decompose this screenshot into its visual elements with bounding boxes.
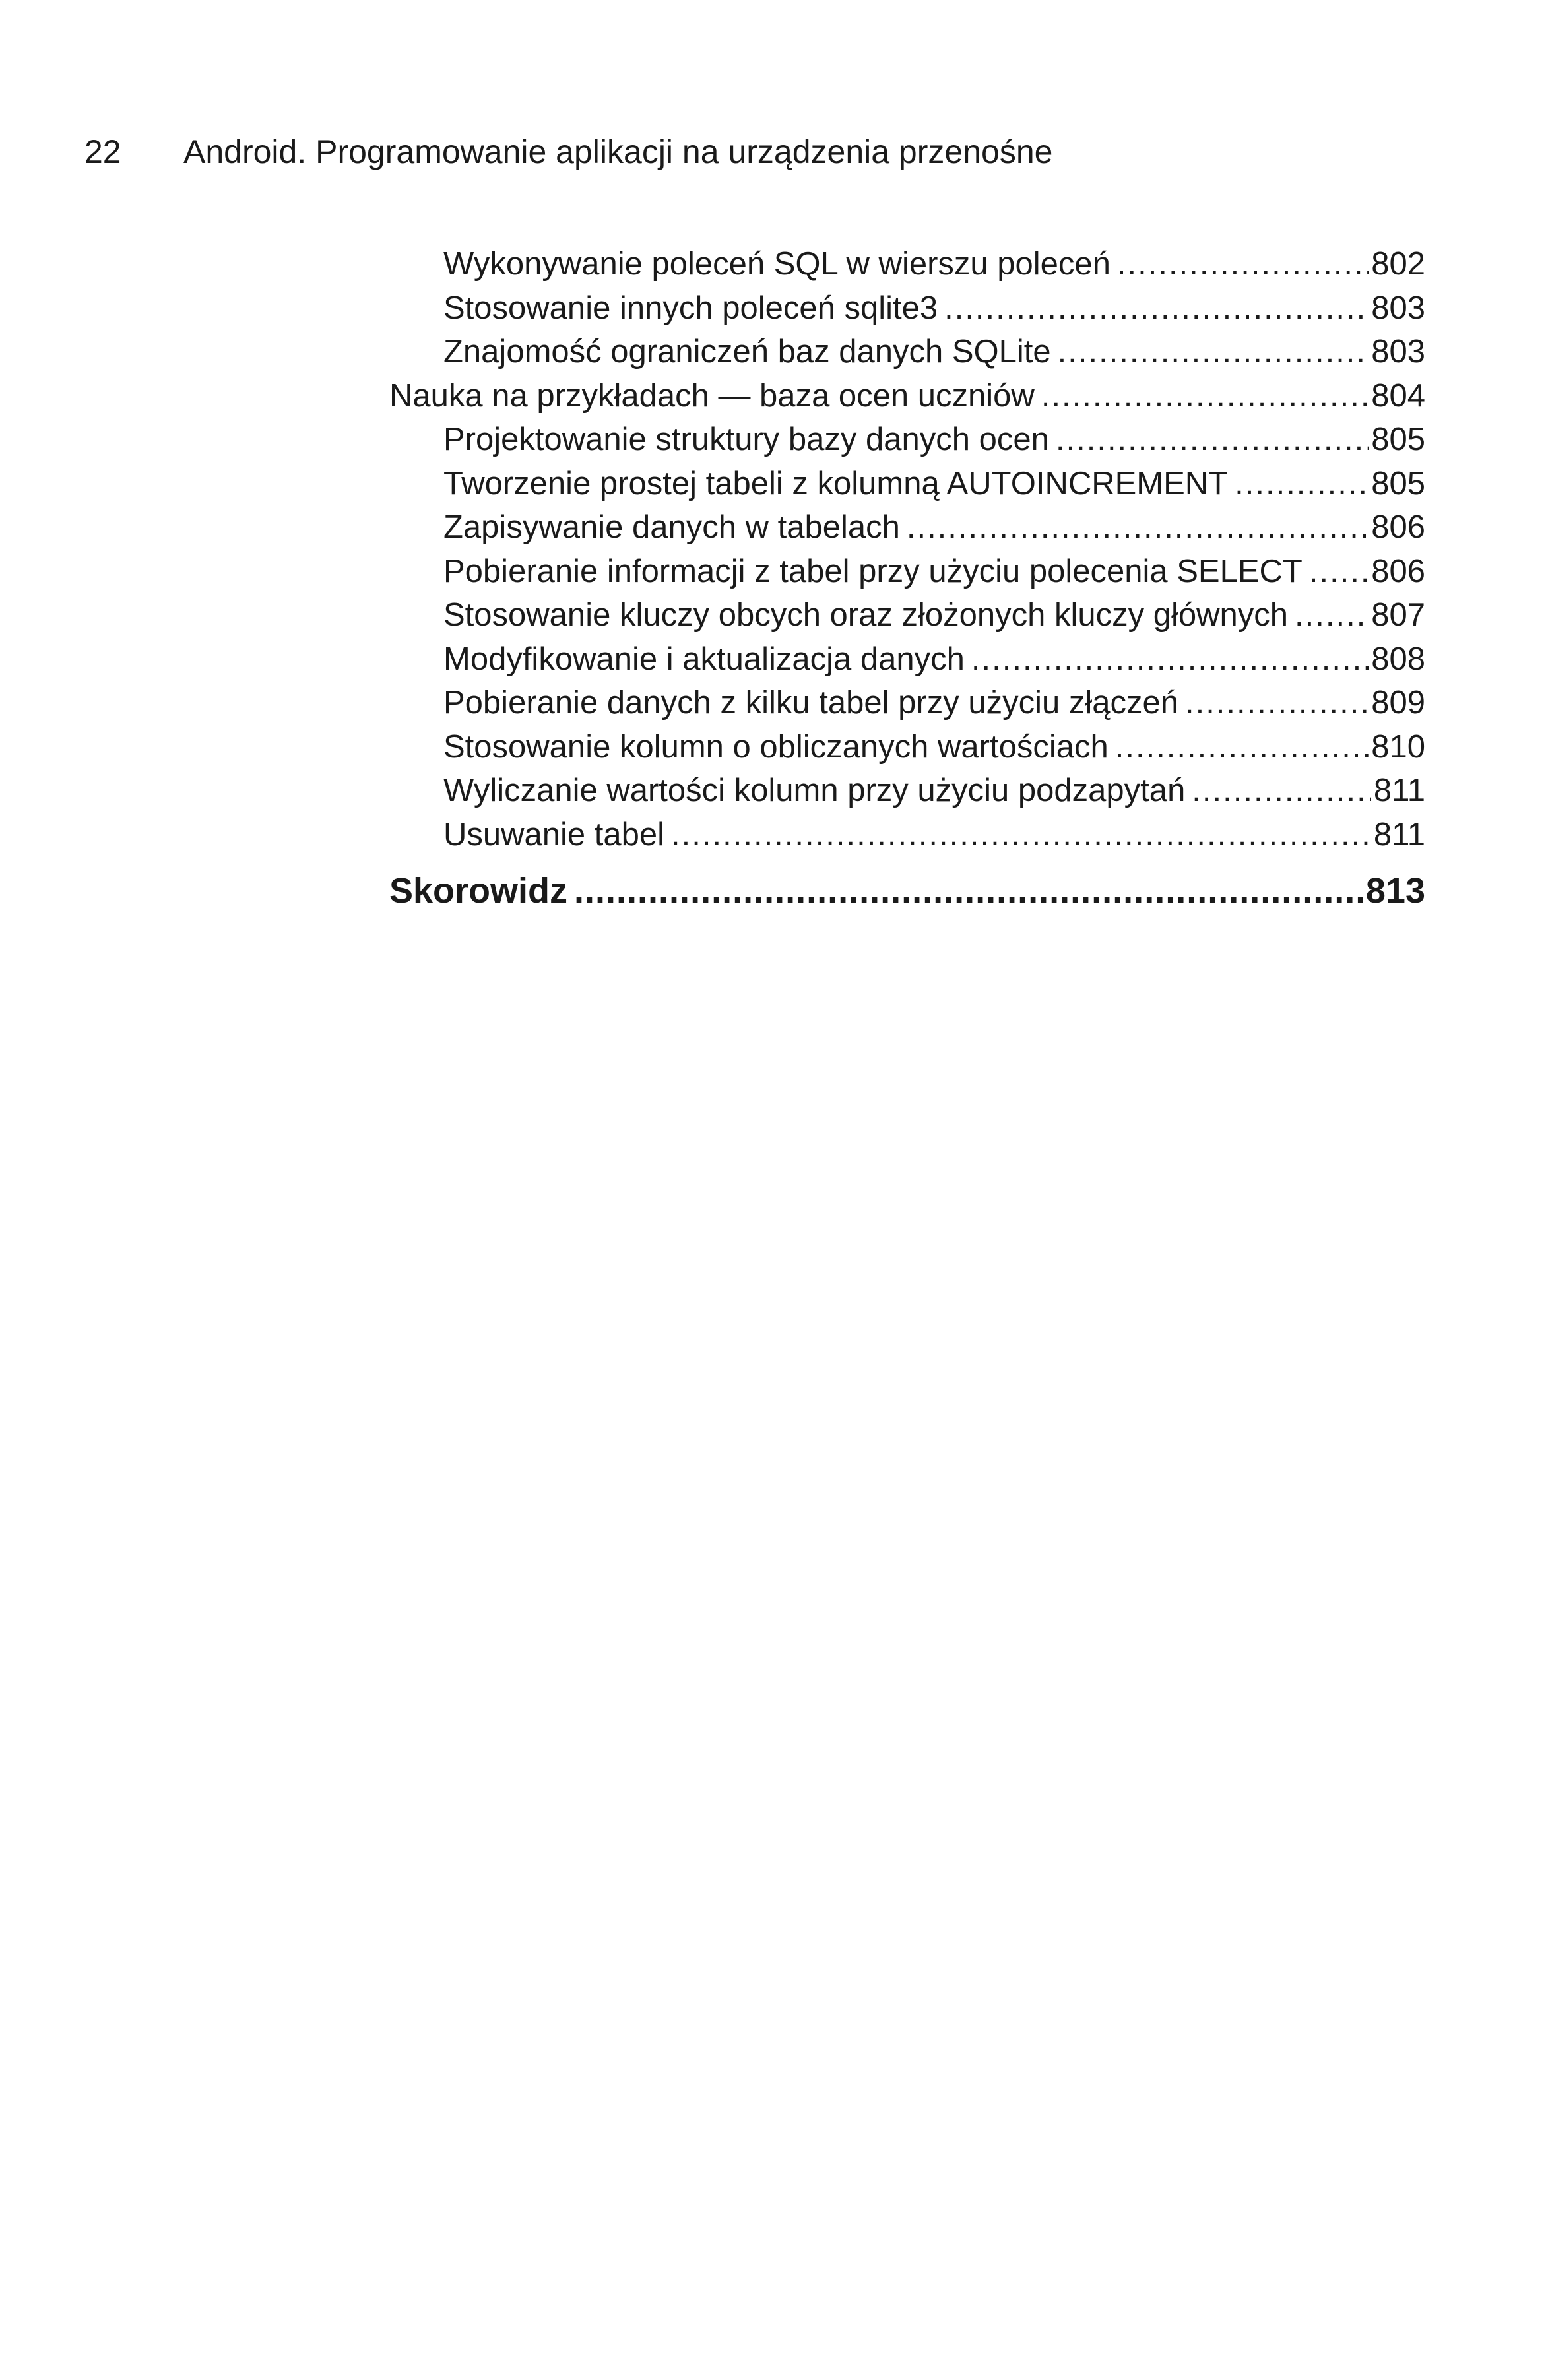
toc-entry-title: Usuwanie tabel	[443, 816, 665, 852]
toc-entry-title: Znajomość ograniczeń baz danych SQLite	[443, 334, 1051, 370]
dot-leader	[1192, 772, 1371, 809]
dot-leader	[1185, 684, 1369, 721]
toc-entry-page: 813	[1365, 871, 1425, 911]
toc-entry-title: Pobieranie informacji z tabel przy użyciu polecenia SELECT	[443, 553, 1303, 589]
dot-leader	[944, 290, 1369, 327]
table-of-contents	[389, 245, 1425, 923]
dot-leader	[1056, 421, 1369, 458]
page-number: 22	[84, 133, 121, 170]
toc-entry	[389, 245, 1425, 290]
dot-leader	[1117, 245, 1369, 282]
toc-entry	[389, 641, 1425, 685]
toc-entry-title: Stosowanie innych poleceń sqlite3	[443, 290, 938, 326]
toc-entry-page: 803	[1371, 290, 1425, 326]
toc-entry-title: Projektowanie struktury bazy danych ocen	[443, 422, 1049, 457]
dot-leader	[671, 816, 1371, 853]
toc-entry-page: 810	[1371, 728, 1425, 765]
running-header	[84, 132, 1470, 172]
toc-entry-title: Stosowanie kluczy obcych oraz złożonych kluczy głównych	[443, 597, 1289, 633]
toc-entry	[389, 421, 1425, 465]
dot-leader	[1058, 333, 1369, 370]
toc-chapter-entry	[389, 870, 1425, 923]
toc-entry	[389, 728, 1425, 773]
toc-entry-page: 802	[1371, 246, 1425, 282]
toc-entry	[389, 596, 1425, 641]
toc-entry	[389, 772, 1425, 816]
running-title: Android. Programowanie aplikacji na urządzenia przenośne	[183, 133, 1053, 170]
toc-entry-page: 805	[1371, 422, 1425, 457]
toc-entry-title: Skorowidz	[389, 871, 568, 911]
toc-entry-title: Pobieranie danych z kilku tabel przy użyciu złączeń	[443, 685, 1178, 721]
toc-entry	[389, 553, 1425, 597]
toc-entry-page: 803	[1371, 334, 1425, 370]
toc-entry	[389, 333, 1425, 377]
toc-entry-title: Zapisywanie danych w tabelach	[443, 509, 900, 545]
toc-entry-page: 811	[1373, 816, 1425, 852]
dot-leader	[907, 509, 1369, 546]
toc-entry	[389, 290, 1425, 334]
toc-entry	[389, 816, 1425, 860]
dot-leader	[1115, 728, 1369, 765]
toc-entry-page: 805	[1371, 465, 1425, 501]
toc-entry-title: Modyfikowanie i aktualizacja danych	[443, 641, 965, 677]
toc-entry-page: 806	[1371, 553, 1425, 589]
toc-entry-title: Nauka na przykładach — baza ocen uczniów	[389, 377, 1035, 414]
dot-leader	[1235, 465, 1369, 502]
dot-leader	[971, 641, 1369, 678]
toc-entry-title: Wykonywanie poleceń SQL w wierszu poleceń	[443, 246, 1111, 282]
toc-entry-title: Wyliczanie wartości kolumn przy użyciu podzapytań	[443, 773, 1186, 808]
toc-entry-page: 806	[1371, 509, 1425, 545]
toc-entry-title: Stosowanie kolumn o obliczanych wartościach	[443, 728, 1109, 765]
toc-entry	[389, 509, 1425, 553]
toc-entry	[389, 684, 1425, 728]
toc-entry-page: 808	[1371, 641, 1425, 677]
toc-section-entry	[389, 377, 1425, 422]
dot-leader	[574, 870, 1363, 911]
dot-leader	[1295, 596, 1369, 633]
toc-entry-page: 809	[1371, 685, 1425, 721]
toc-entry-page: 807	[1371, 597, 1425, 633]
toc-entry-title: Tworzenie prostej tabeli z kolumną AUTOINCREMENT	[443, 465, 1229, 501]
toc-entry-page: 804	[1371, 377, 1425, 414]
toc-entry-page: 811	[1373, 773, 1425, 808]
dot-leader	[1041, 377, 1369, 414]
dot-leader	[1309, 553, 1369, 590]
toc-entry	[389, 465, 1425, 509]
